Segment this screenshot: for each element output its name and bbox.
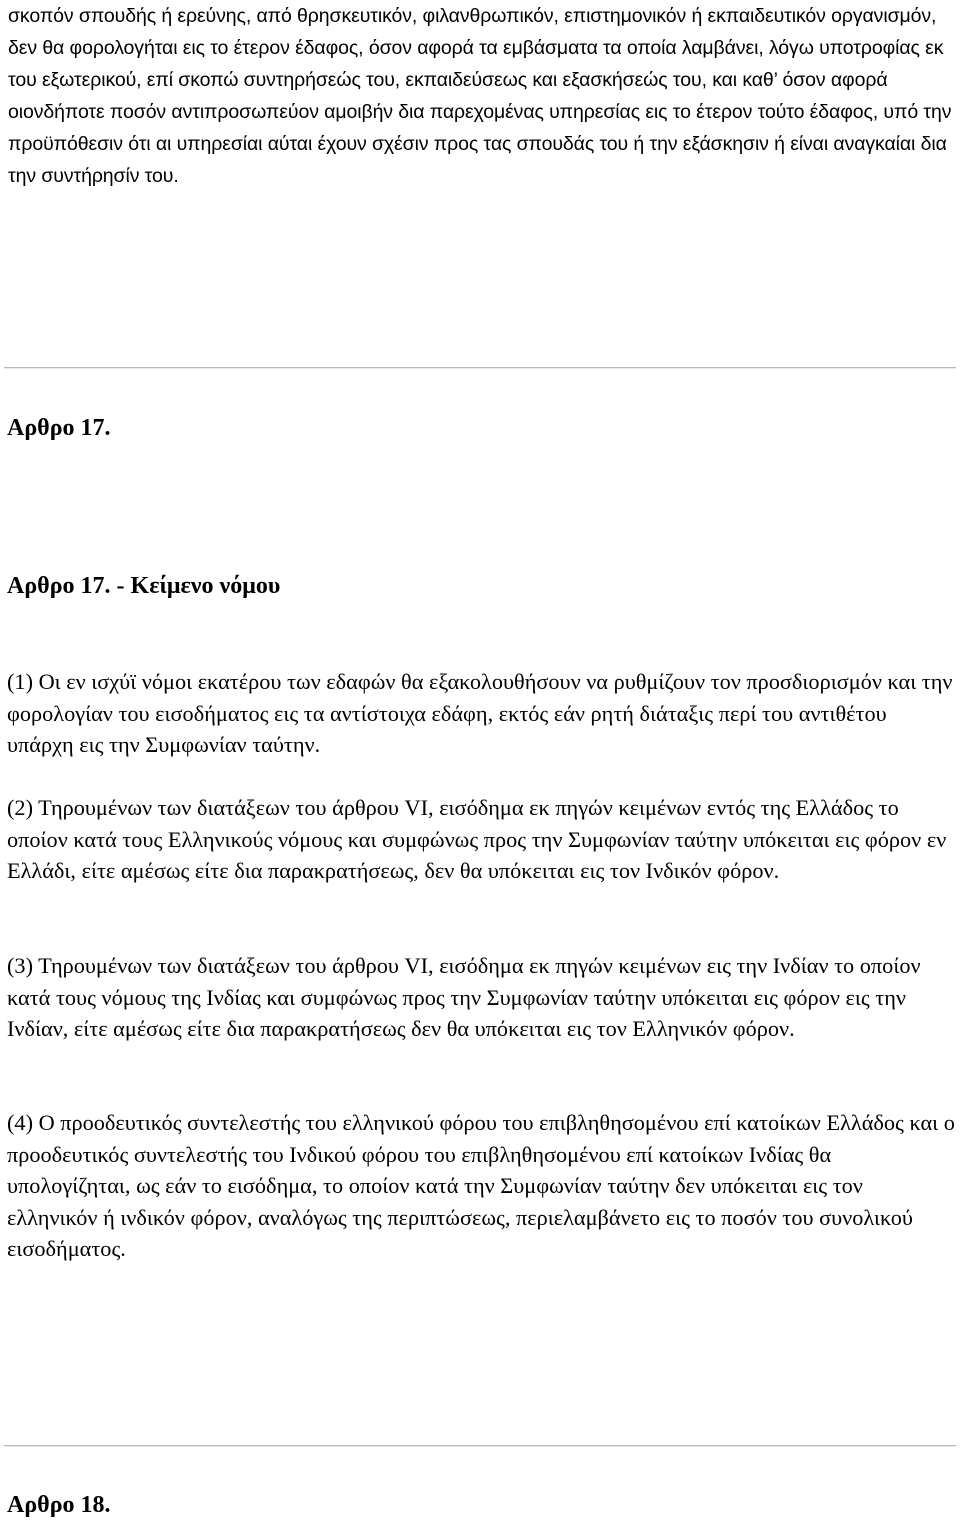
article-17-paragraph-1: (1) Οι εν ισχύϊ νόμοι εκατέρου των εδαφών θα εξακολουθήσουν να ρυθμίζουν τον προσδιορισμόν και την φορολογίαν του εισοδήματος εις τα αντίστοιχα εδάφη, εκτός εάν ρητή διάταξις περί του αντιθέτου υπάρχη εις την Συμφωνίαν ταύτην. bbox=[7, 669, 953, 757]
article-17-heading: Αρθρο 17. bbox=[7, 415, 111, 441]
section-divider bbox=[4, 1445, 956, 1447]
intro-paragraph: σκοπόν σπουδής ή ερεύνης, από θρησκευτικόν, φιλανθρωπικόν, επιστημονικόν ή εκπαιδευτικόν οργανισμόν, δεν θα φορολογήται εις το έτερον έδαφος, όσον αφορά τα εμβάσματα τα οποία λαμβάνει, λόγω υποτροφίας εκ του εξωτερικού, επί σκοπώ συντηρήσεώς του, εκπαιδεύσεως και εξασκήσεώς του, και καθ’ όσον αφορά οιονδήποτε ποσόν αντιπροσωπεύον αμοιβήν δια παρεχομένας υπηρεσίας εις το έτερον τούτο έδαφος, υπό την προϋπόθεσιν ότι αι υπηρεσίαι αύται έχουν σχέσιν προς τας σπουδάς του ή την εξάσκησιν ή είναι αναγκαίαι δια την συντήρησίν του. bbox=[8, 5, 952, 187]
article-17-paragraph-2: (2) Τηρουμένων των διατάξεων του άρθρου VI, εισόδημα εκ πηγών κειμένων εντός της Ελλάδος το οποίον κατά τους Ελληνικούς νόμους και συμφώνως προς την Συμφωνίαν ταύτην υπόκειται εις φόρον εν Ελλάδι, είτε αμέσως είτε δια παρακρατήσεως, δεν θα υπόκειται εις τον Ινδικόν φόρον. bbox=[7, 795, 947, 883]
article-17-paragraph-3: (3) Τηρουμένων των διατάξεων του άρθρου VI, εισόδημα εκ πηγών κειμένων εις την Ινδίαν το οποίον κατά τους νόμους της Ινδίας και συμφώνως προς την Συμφωνίαν ταύτην υπόκειται εις φόρον εις την Ινδίαν, είτε αμέσως είτε δια παρακρατήσεως δεν θα υπόκειται εις τον Ελληνικόν φόρον. bbox=[7, 953, 921, 1041]
article-18-heading: Αρθρο 18. bbox=[7, 1492, 111, 1518]
article-17-paragraph-4: (4) Ο προοδευτικός συντελεστής του ελληνικού φόρου του επιβληθησομένου επί κατοίκων Ελλάδος και ο προοδευτικός συντελεστής του Ινδικού φόρου του επιβληθησομένου επί κατοίκων Ινδίας θα υπολογίζηται, ως εάν το εισόδημα, το οποίον κατά την Συμφωνίαν ταύτην δεν υπόκειται εις τον ελληνικόν ή ινδικόν φόρον, αναλόγως της περιπτώσεως, περιελαμβάνετο εις το ποσόν του συνολικού εισοδήματος. bbox=[7, 1110, 955, 1261]
article-17-law-text-heading: Αρθρο 17. - Κείμενο νόμου bbox=[7, 573, 281, 599]
section-divider bbox=[4, 367, 956, 369]
